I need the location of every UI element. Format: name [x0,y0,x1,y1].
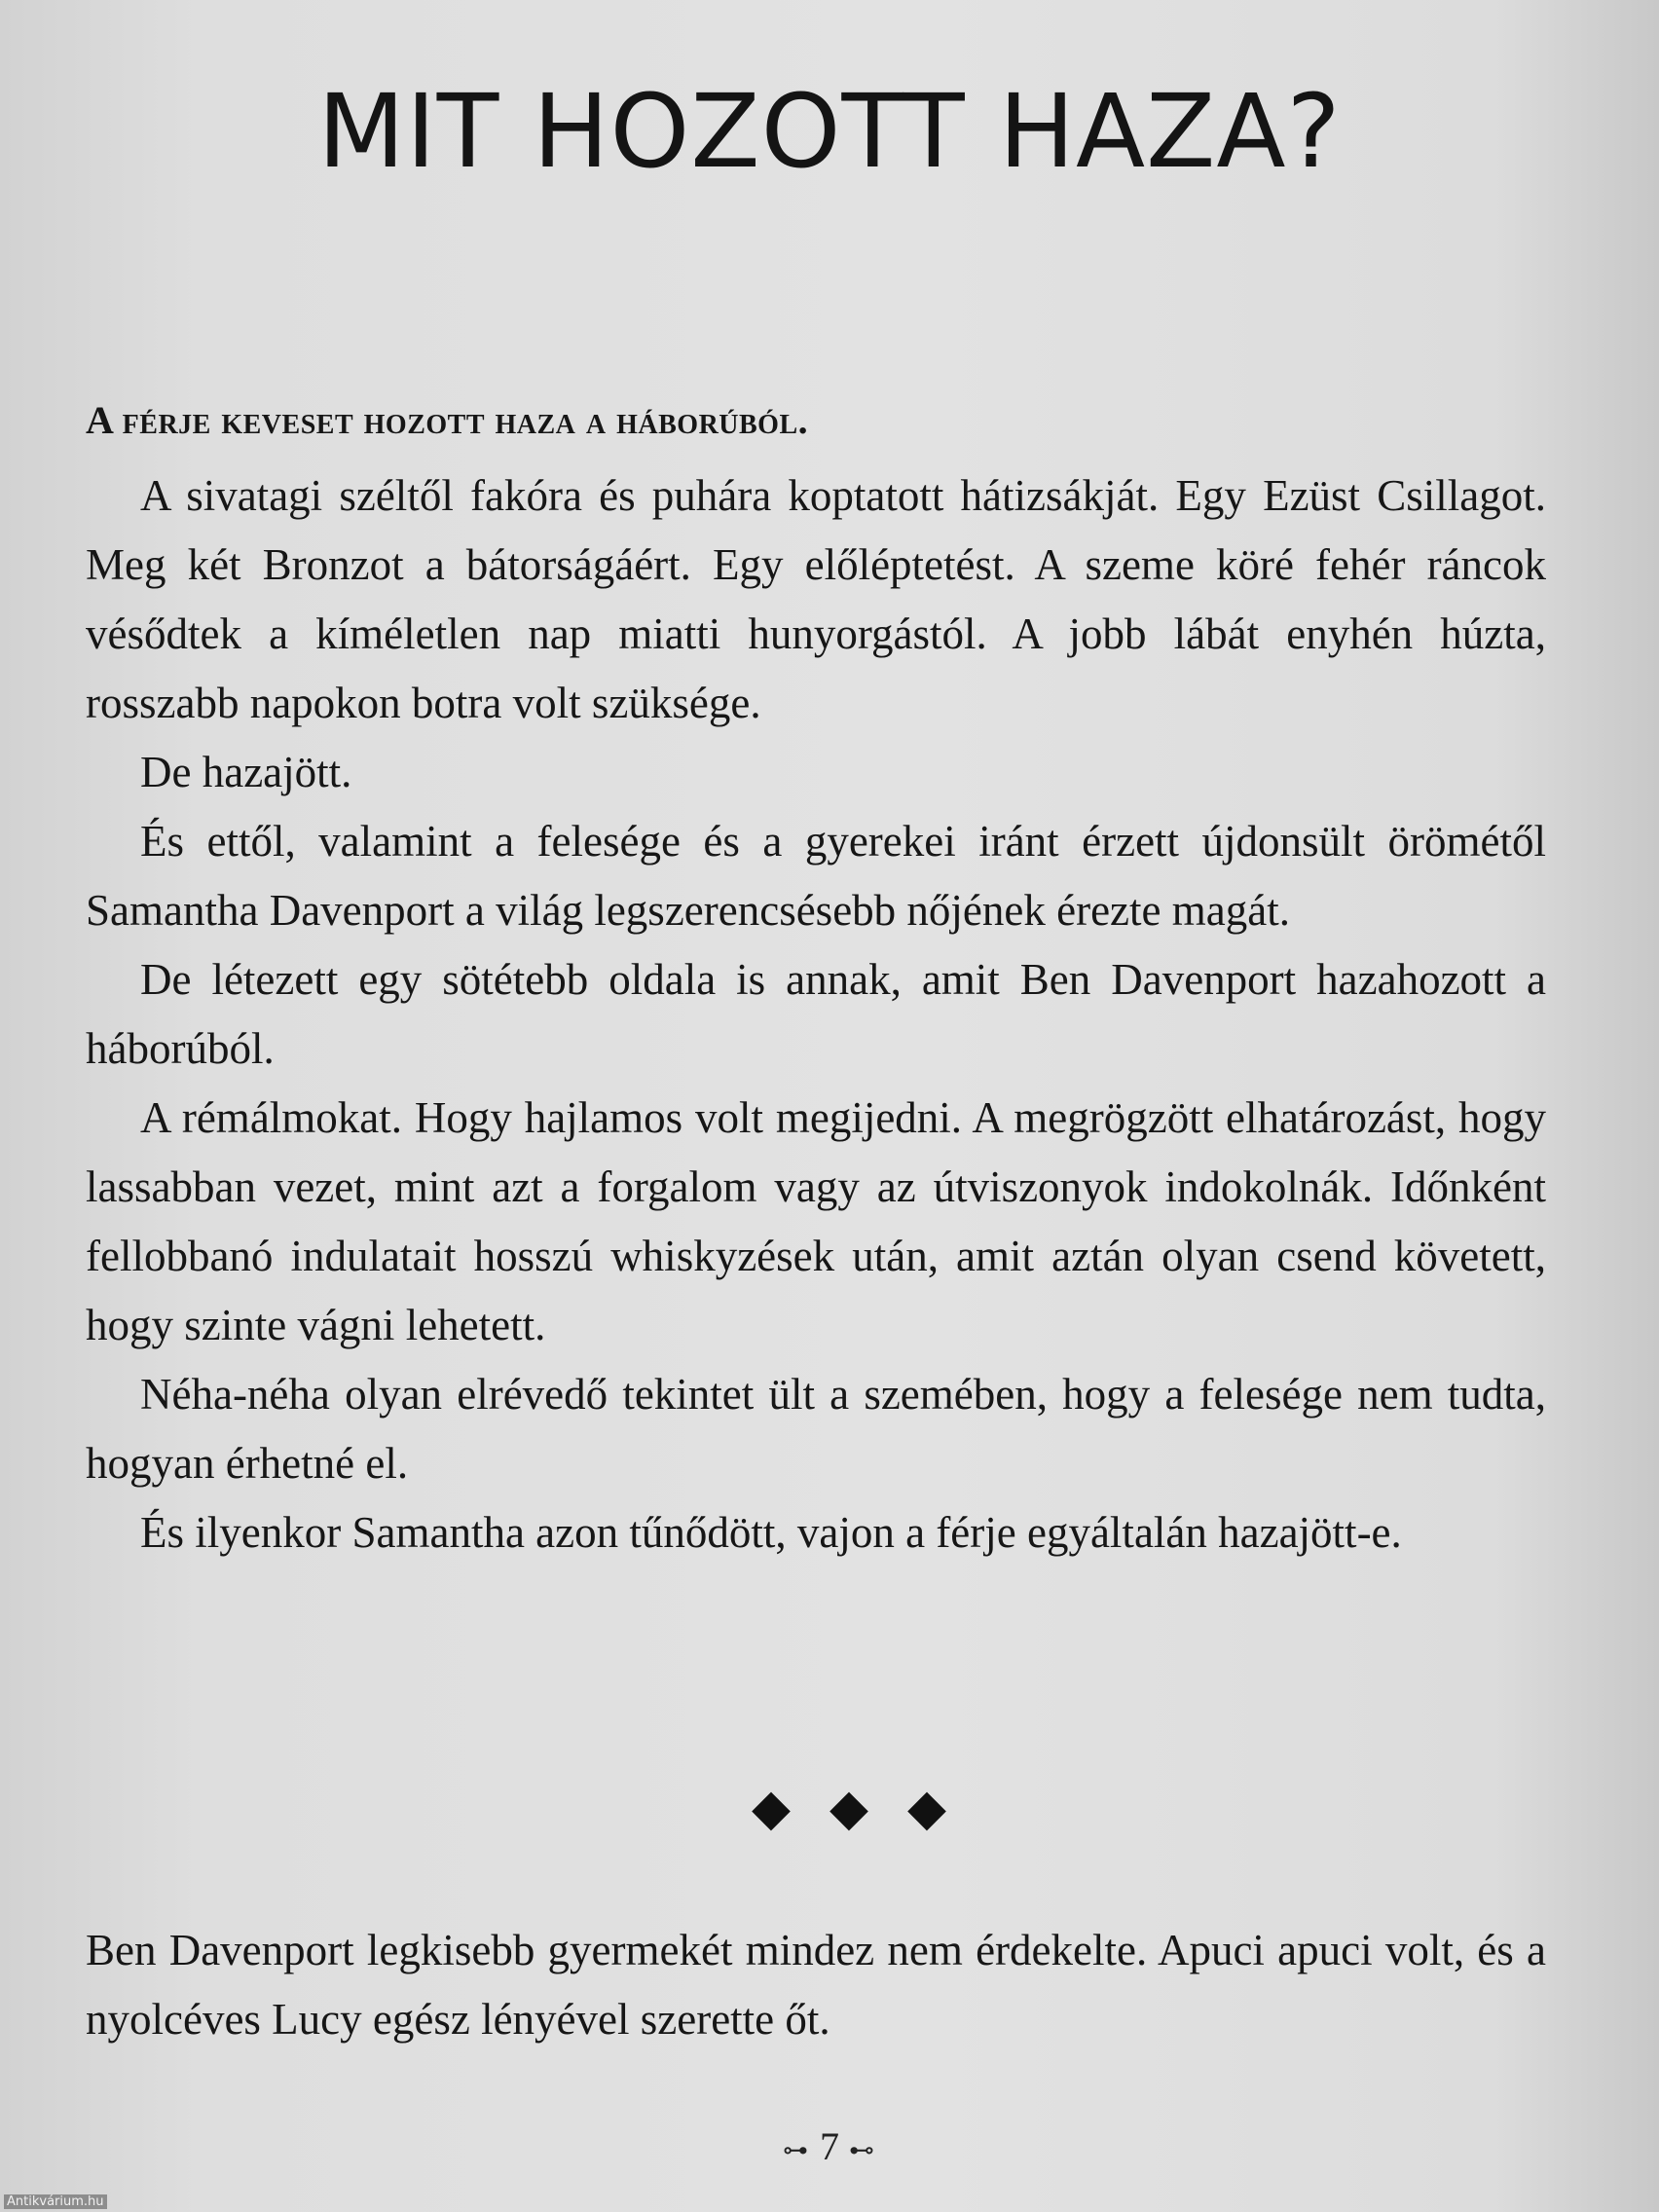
ornament-left-icon: ⊶ [783,2135,810,2164]
paragraph: A rémálmokat. Hogy hajlamos volt megijedni. A megrögzött elhatározást, hogy lassabban vezet, mint azt a forgalom vagy az útviszonyok indokolnák. Időnként fellobbanó indulatait hosszú whiskyzések után, amit aztán olyan csend követett, hogy szinte vágni lehetett. [86,1093,1546,1349]
ornament-right-icon: ⊷ [849,2135,876,2164]
watermark-logo: Antikvárium.hu [4,2194,107,2209]
paragraph: A sivatagi széltől fakóra és puhára koptatott hátizsákját. Egy Ezüst Csillagot. Meg két Bronzot a bátorságáért. Egy előléptetést. A szeme köré fehér ráncok vésődtek a kíméletlen nap miatti hunyorgástól. A jobb lábát enyhén húzta, rosszabb napokon botra volt szüksége. [86,471,1546,727]
page-number: 7 [820,2124,839,2168]
paragraph: De létezett egy sötétebb oldala is annak, amit Ben Davenport hazahozott a háborúból. [86,955,1546,1073]
closing-text [86,1916,1546,2054]
paragraph: Néha-néha olyan elrévedő tekintet ült a szemében, hogy a felesége nem tudta, hogyan érhetné el. [86,1370,1546,1488]
paragraph: De hazajött. [140,748,352,796]
chapter-lead-line: A férje keveset hozott haza a háborúból. [86,398,809,442]
section-divider-diamonds: ◆◆◆ [752,1781,985,1836]
closing-paragraph: Ben Davenport legkisebb gyermekét mindez nem érdekelte. Apuci apuci volt, és a nyolcéves Lucy egész lényével szerette őt. [86,1926,1546,2044]
body-text [86,461,1546,1567]
paragraph: És ilyenkor Samantha azon tűnődött, vajon a férje egyáltalán hazajött-e. [140,1508,1402,1557]
paragraph: És ettől, valamint a felesége és a gyerekei iránt érzett újdonsült örömétől Samantha Davenport a világ legszerencsésebb nőjének érezte magát. [86,817,1546,935]
page-number-footer [0,2122,1659,2175]
chapter-title: MIT HOZOTT HAZA? [317,72,1342,191]
